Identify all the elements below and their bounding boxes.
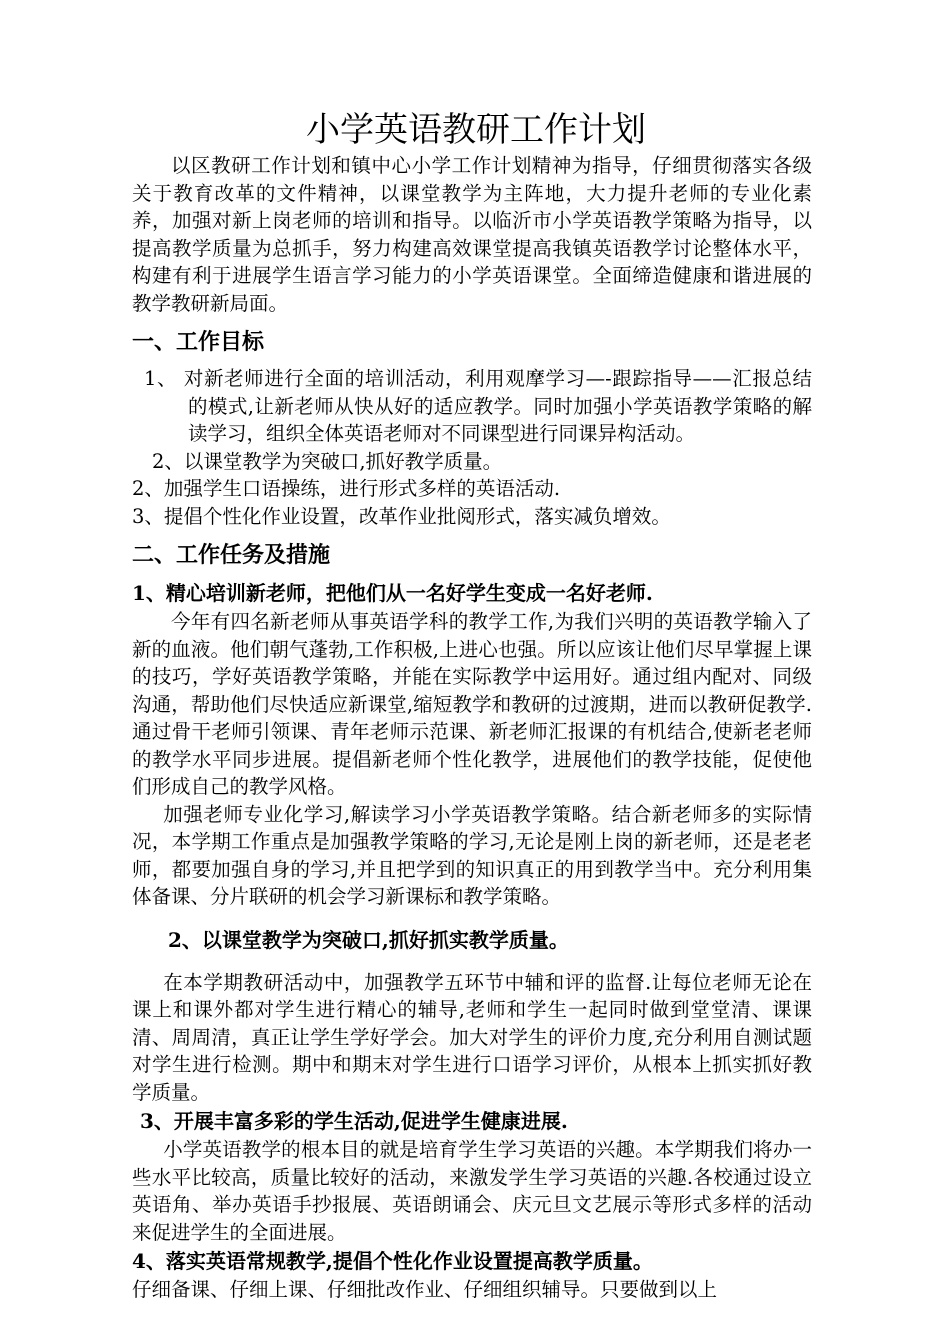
paragraph-student-activities: 小学英语教学的根本目的就是培育学生学习英语的兴趣。本学期我们将办一些水平比较高，质量比较好的活动，来激发学生学习英语的兴趣.各校通过设立英语角、举办英语手抄报展、英语朗诵会、庆元旦文艺展示等形式多样的活动来促进学生的全面进展。: [132, 1138, 812, 1244]
subheading-student-activities: 3、开展丰富多彩的学生活动,促进学生健康进展.: [140, 1109, 568, 1133]
section-heading-goals: 一、工作目标: [132, 329, 265, 355]
goal-item-4: 3、提倡个性化作业设置，改革作业批阅形式，落实减负增效。: [132, 504, 671, 528]
subheading-routine-teaching: 4、落实英语常规教学,提倡个性化作业设置提高教学质量。: [132, 1249, 653, 1273]
subheading-classroom-teaching: 2、以课堂教学为突破口,抓好抓实教学质量。: [168, 927, 569, 952]
goal-item-3: 2、加强学生口语操练，进行形式多样的英语活动.: [132, 477, 561, 500]
paragraph-classroom-teaching: 在本学期教研活动中，加强教学五环节中辅和评的监督.让每位老师无论在课上和课外都对学生进行精心的辅导,老师和学生一起同时做到堂堂清、课课清、周周清，真正让学生学好学会。加大对学生的评价力度,充分利用自测试题对学生进行检测。期中和期末对学生进行口语学习评价，从根本上抓实抓好教学质量。: [132, 970, 812, 1104]
paragraph-professional-learning: 加强老师专业化学习,解读学习小学英语教学策略。结合新老师多的实际情况，本学期工作重点是加强教学策略的学习,无论是刚上岗的新老师，还是老老师，都要加强自身的学习,并且把学到的知识真正的用到教学当中。充分利用集体备课、分片联研的机会学习新课标和教学策略。: [132, 802, 812, 908]
intro-paragraph: 以区教研工作计划和镇中心小学工作计划精神为指导，仔细贯彻落实各级关于教育改革的文件精神，以课堂教学为主阵地，大力提升老师的专业化素养，加强对新上岗老师的培训和指导。以临沂市小学英语教学策略为指导，以提高教学质量为总抓手，努力构建高效课堂提高我镇英语教学讨论整体水平，构建有利于进展学生语言学习能力的小学英语课堂。全面缔造健康和谐进展的教学教研新局面。: [132, 154, 812, 315]
section-heading-tasks: 二、工作任务及措施: [132, 542, 331, 568]
document-page: [132, 108, 812, 1304]
subheading-train-teachers: 1、精心培训新老师，把他们从一名好学生变成一名好老师.: [132, 581, 653, 605]
document-title: 小学英语教研工作计划: [306, 110, 646, 150]
paragraph-routine-teaching: 仔细备课、仔细上课、仔细批改作业、仔细组织辅导。只要做到以上: [132, 1278, 718, 1301]
goal-item-1: 1、 对新老师进行全面的培训活动，利用观摩学习—-跟踪指导——汇报总结的模式,让新老师从快从好的适应教学。同时加强小学英语教学策略的解读学习，组织全体英语老师对不同课型进行同课异构活动。: [144, 367, 812, 445]
goal-item-2: 2、以课堂教学为突破口,抓好教学质量。: [152, 449, 503, 473]
paragraph-new-teachers: 今年有四名新老师从事英语学科的教学工作,为我们兴明的英语教学输入了新的血液。他们朝气蓬勃,工作积极,上进心也强。所以应该让他们尽早掌握上课的技巧，学好英语教学策略，并能在实际教学中运用好。通过组内配对、同级沟通，帮助他们尽快适应新课堂,缩短教学和教研的过渡期，进而以教研促教学.通过骨干老师引领课、青年老师示范课、新老师汇报课的有机结合,使新老老师的教学水平同步进展。提倡新老师个性化教学，进展他们的教学技能，促使他们形成自己的教学风格。: [132, 610, 812, 798]
